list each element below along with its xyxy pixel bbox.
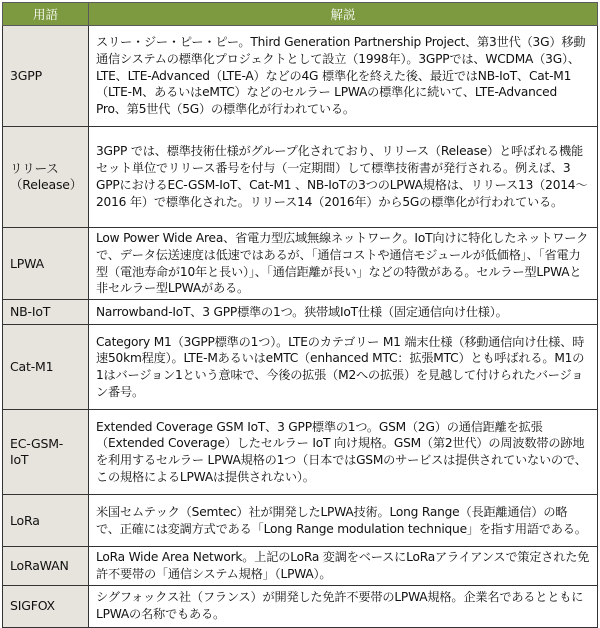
table-row: [3, 300, 598, 325]
term-cell: SIGFOX: [3, 585, 89, 627]
table-row: [3, 228, 598, 300]
table-row: [3, 585, 598, 627]
header-description: 解説: [89, 3, 598, 26]
term-cell: リリース（Release）: [3, 127, 89, 228]
header-term: 用語: [3, 3, 89, 26]
description-cell: LoRa Wide Area Network。上記のLoRa 変調をベースにLoRaアライアンスで策定された免許不要帯の「通信システム規格」（LPWA）。: [89, 547, 598, 586]
description-cell: シグフォックス社（フランス）が開発した免許不要帯のLPWA規格。企業名であるとともにLPWAの名称でもある。: [89, 585, 598, 627]
description-cell: Extended Coverage GSM IoT、3 GPP標準の1つ。GSM（2G）の通信距離を拡張（Extended Coverage）したセルラー IoT 向け規格。GSM（第2世代）の周波数帯の跡地を利用するセルラー LPWA規格の1つ（日本ではGSMのサービスは提供されていないので、この規格によるLPWAは提供されない）。: [89, 410, 598, 495]
term-cell: LoRa: [3, 495, 89, 547]
table-row: [3, 26, 598, 127]
description-cell: Category M1（3GPP標準の1つ）。LTEのカテゴリー M1 端末仕様（移動通信向け仕様、時速50km程度）。LTE-MあるいはeMTC（enhanced MTC：拡張MTC）とも呼ばれる。M1の1はバージョン1という意味で、今後の拡張（M2への拡張）を見越して付けられたバージョン番号。: [89, 325, 598, 410]
description-cell: スリー・ジー・ピー・ピー。Third Generation Partnership Project、第3世代（3G）移動通信システムの標準化プロジェクトとして設立（1998年）。3GPPでは、WCDMA（3G）、LTE、LTE-Advanced（LTE-A）などの4G 標準化を終えた後、最近ではNB-IoT、Cat-M1（LTE-M、あるいはeMTC）などのセルラー LPWAの標準化に続いて、LTE-Advanced Pro、第5世代（5G）の標準化が行われている。: [89, 26, 598, 127]
table-header-row: [3, 3, 598, 26]
term-cell: LPWA: [3, 228, 89, 300]
table-row: [3, 325, 598, 410]
description-cell: Narrowband-IoT、3 GPP標準の1つ。狭帯域IoT仕様（固定通信向け仕様）。: [89, 300, 598, 325]
term-cell: EC-GSM-IoT: [3, 410, 89, 495]
term-cell: LoRaWAN: [3, 547, 89, 586]
glossary-table: [2, 2, 598, 628]
table-row: [3, 547, 598, 586]
description-cell: 米国セムテック（Semtec）社が開発したLPWA技術。Long Range（長距離通信）の略で、正確には変調方式である「Long Range modulation technique」を指す用語である。: [89, 495, 598, 547]
description-cell: 3GPP では、標準技術仕様がグループ化されており、リリース（Release）と呼ばれる機能セット単位でリリース番号を付与（一定期間）して標準技術書が発行される。例えば、3 GPPにおけるEC-GSM-IoT、Cat-M1 、NB-IoTの3つのLPWA規格は、リリース13（2014～2016 年）で標準化された。リリース14（2016年）から5Gの標準化が行われている。: [89, 127, 598, 228]
table-row: [3, 127, 598, 228]
term-cell: NB-IoT: [3, 300, 89, 325]
term-cell: 3GPP: [3, 26, 89, 127]
description-cell: Low Power Wide Area、省電力型広域無線ネットワーク。IoT向けに特化したネットワークで、データ伝送速度は低速ではあるが、「通信コストや通信モジュールが低価格」、「省電力型（電池寿命が10年と長い）」、「通信距離が長い」などの特徴がある。セルラー型LPWAと非セルラー型LPWAがある。: [89, 228, 598, 300]
table-row: [3, 410, 598, 495]
term-cell: Cat-M1: [3, 325, 89, 410]
table-row: [3, 495, 598, 547]
